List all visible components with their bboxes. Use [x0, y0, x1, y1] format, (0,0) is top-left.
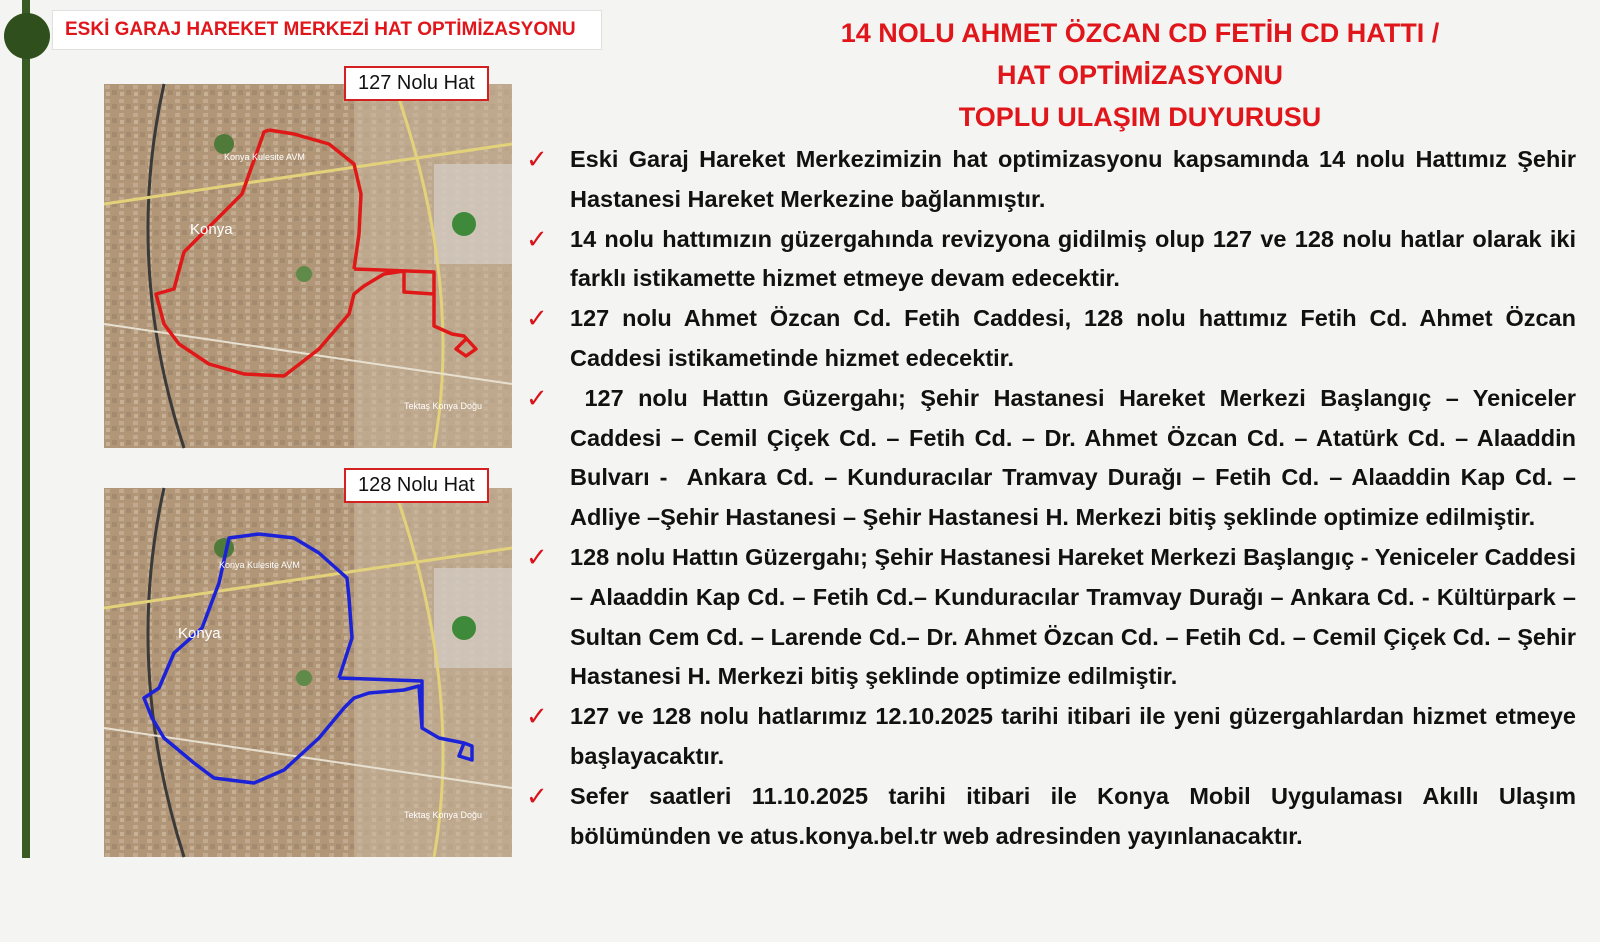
check-icon: ✓	[526, 701, 548, 732]
list-item: ✓ 14 nolu hattımızın güzergahında revizyona gidilmiş olup 127 ve 128 nolu hatlar olarak iki farklı istikamette hizmet etmeye devam edecektir.	[526, 220, 1576, 300]
title-line-1: 14 NOLU AHMET ÖZCAN CD FETİH CD HATTI /	[840, 18, 1440, 48]
route-map-128-image	[104, 488, 512, 857]
route-map-127-image	[104, 84, 512, 448]
list-item: ✓ 127 nolu Hattın Güzergahı; Şehir Hastanesi Hareket Merkezi Başlangıç – Yeniceler Caddesi – Cemil Çiçek Cd. – Fetih Cd. – Dr. Ahmet Özcan Cd. – Atatürk Cd. – Alaaddin Bulvarı - Ankara Cd. – Kunduracılar Tramvay Durağı – Fetih Cd. – Alaaddin Kap Cd. – Adliye –Şehir Hastanesi – Şehir Hastanesi H. Merkezi bitiş şeklinde optimize edilmiştir.	[526, 379, 1576, 538]
check-icon: ✓	[526, 144, 548, 174]
map-place-tektas: Tektaş Konya Doğu	[404, 401, 483, 411]
map-128-label: 128 Nolu Hat	[344, 468, 489, 503]
title-line-2: HAT OPTİMİZASYONU	[997, 60, 1283, 90]
check-icon: ✓	[526, 780, 548, 811]
list-item: ✓ Sefer saatleri 11.10.2025 tarihi itibari ile Konya Mobil Uygulaması Akıllı Ulaşım bölümünden ve atus.konya.bel.tr web adresinden yayınlanacaktır.	[526, 777, 1576, 857]
check-icon: ✓	[526, 223, 548, 254]
accent-vertical-bar	[22, 0, 30, 858]
map-place-konya: Konya	[178, 625, 221, 642]
list-item: ✓ 127 ve 128 nolu hatlarımız 12.10.2025 tarihi itibari ile yeni güzergahlardan hizmet etmeye başlayacaktır.	[526, 697, 1576, 777]
page-title	[740, 12, 1540, 138]
list-item: ✓ 128 nolu Hattın Güzergahı; Şehir Hastanesi Hareket Merkezi Başlangıç - Yeniceler Caddesi – Alaaddin Kap Cd. – Fetih Cd.– Kunduracılar Tramvay Durağı – Ankara Cd. - Kültürpark – Sultan Cem Cd. – Larende Cd.– Dr. Ahmet Özcan Cd. – Fetih Cd. – Cemil Çiçek Cd. – Şehir Hastanesi H. Merkezi bitiş şeklinde optimize edilmiştir.	[526, 538, 1576, 697]
map-place-tektas: Tektaş Konya Doğu	[404, 810, 483, 820]
map-place-avm: Konya Kulesite AVM	[224, 152, 305, 162]
check-icon: ✓	[526, 541, 548, 572]
check-icon: ✓	[526, 382, 548, 413]
route-map-127	[104, 72, 512, 448]
accent-circle	[4, 13, 50, 59]
check-icon: ✓	[526, 303, 548, 334]
list-item: ✓ Eski Garaj Hareket Merkezimizin hat optimizasyonu kapsamında 14 nolu Hattımız Şehir Hastanesi Hareket Merkezine bağlanmıştır.	[526, 140, 1576, 220]
title-line-3: TOPLU ULAŞIM DUYURUSU	[958, 102, 1322, 132]
list-item: ✓ 127 nolu Ahmet Özcan Cd. Fetih Caddesi, 128 nolu hattımız Fetih Cd. Ahmet Özcan Caddesi istikametinde hizmet edecektir.	[526, 299, 1576, 379]
route-map-128	[104, 474, 512, 857]
announcement-list	[526, 140, 1583, 856]
map-place-avm: Konya Kulesite AVM	[219, 560, 300, 570]
section-tag-text: ESKİ GARAJ HAREKET MERKEZİ HAT OPTİMİZASYONU	[65, 19, 576, 40]
map-127-label: 127 Nolu Hat	[344, 66, 489, 101]
map-place-konya: Konya	[190, 221, 233, 238]
section-tag	[52, 10, 602, 50]
